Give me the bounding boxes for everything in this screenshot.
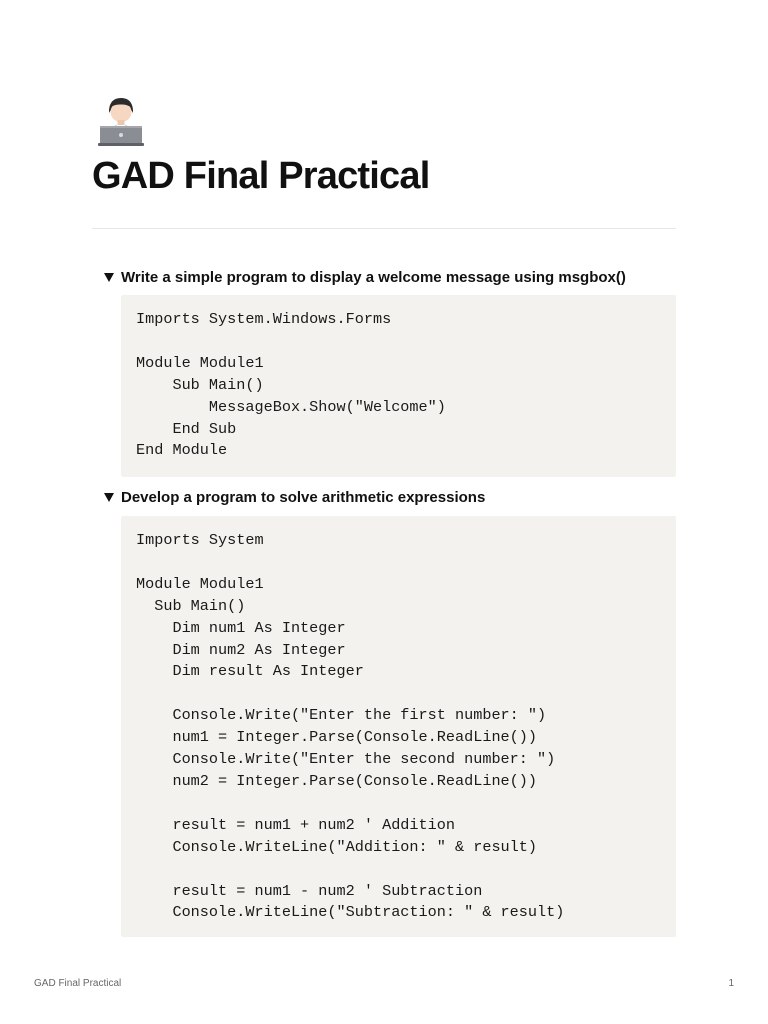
title-divider — [92, 228, 676, 229]
triangle-down-icon[interactable] — [104, 493, 114, 502]
toggle-section-arithmetic-expressions[interactable] — [102, 486, 676, 508]
footer-page-number: 1 — [728, 978, 734, 989]
toggle-heading: Develop a program to solve arithmetic expressions — [121, 488, 486, 506]
page-title: GAD Final Practical — [92, 155, 430, 197]
triangle-down-icon[interactable] — [104, 273, 114, 282]
toggle-header[interactable] — [102, 266, 676, 288]
code-block — [121, 516, 676, 937]
footer-document-name: GAD Final Practical — [34, 978, 122, 989]
code-content: Imports System.Windows.Forms Module Module1 Sub Main() MessageBox.Show("Welcome") End Sub End Module — [136, 310, 446, 460]
toggle-header[interactable] — [102, 486, 676, 508]
toggle-heading: Write a simple program to display a welcome message using msgbox() — [121, 268, 626, 286]
code-block — [121, 295, 676, 477]
toggle-section-welcome-message[interactable] — [102, 266, 676, 288]
code-content: Imports System Module Module1 Sub Main() Dim num1 As Integer Dim num2 As Integer Dim result As Integer Console.Write("Enter the first number: ") num1 = Integer.Parse(Console.ReadLine()) Console.Write("Enter the second number: ") num2 = Integer.Parse(Console.ReadLine()) result = num1 + num2 ' Addition Console.WriteLine("Addition: " & result) result = num1 - num2 ' Subtraction Console.WriteLine("Subtraction: " & result) — [136, 531, 565, 922]
technologist-emoji-icon — [96, 96, 146, 146]
